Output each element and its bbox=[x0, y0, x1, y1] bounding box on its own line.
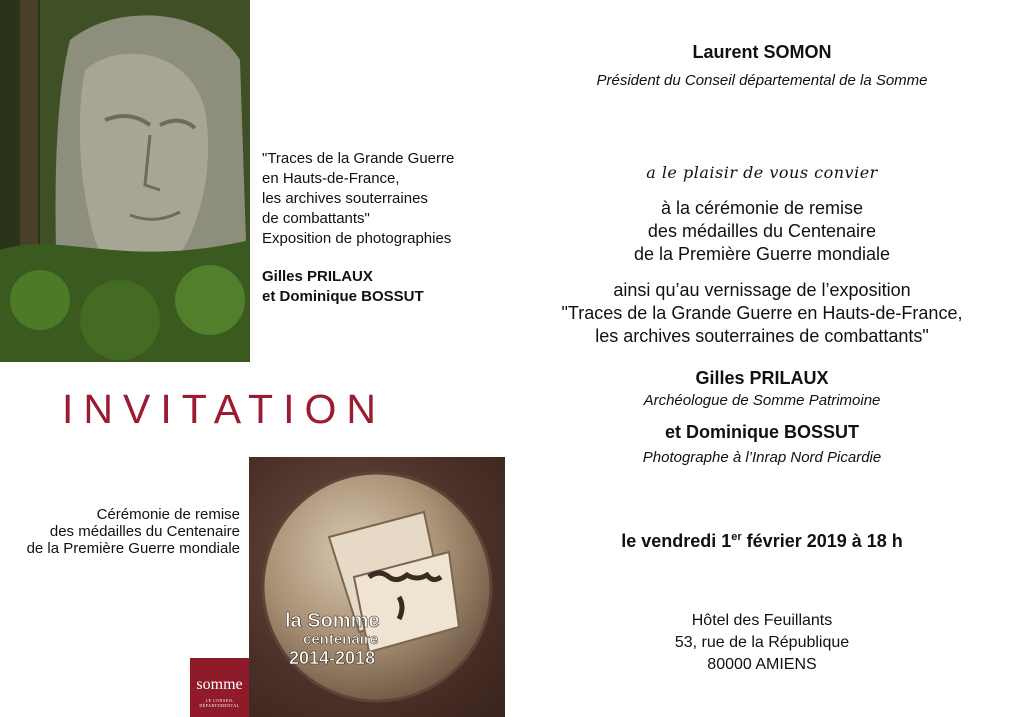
somme-logo bbox=[190, 658, 249, 717]
ceremony-text-right bbox=[502, 197, 1022, 266]
ceremony-line: des médailles du Centenaire bbox=[647, 221, 877, 241]
medal-text-line3: 2014-2018 bbox=[289, 648, 376, 668]
ceremony-line: de la Première Guerre mondiale bbox=[633, 244, 891, 264]
ceremony-line: à la cérémonie de remise bbox=[660, 198, 864, 218]
speaker2-name: et Dominique BOSSUT bbox=[664, 422, 859, 442]
caption-author: Gilles PRILAUX bbox=[262, 268, 373, 285]
logo-word: somme bbox=[196, 676, 243, 693]
medal-text-line1: la Somme bbox=[285, 610, 380, 632]
event-date bbox=[502, 531, 1022, 552]
ceremony-line: de la Première Guerre mondiale bbox=[26, 540, 240, 557]
vernissage-line: ainsi qu’au vernissage de l’exposition bbox=[613, 280, 911, 300]
date-superscript: er bbox=[731, 531, 742, 543]
caption-author: et Dominique BOSSUT bbox=[262, 288, 424, 305]
address-line: Hôtel des Feuillants bbox=[691, 612, 833, 629]
president-title: Président du Conseil départemental de la Somme bbox=[596, 72, 928, 89]
speaker1-name: Gilles PRILAUX bbox=[695, 368, 829, 388]
date-suffix: février 2019 à 18 h bbox=[741, 531, 903, 551]
medal-text-line2: centenaire bbox=[303, 631, 379, 648]
caption-line: de combattants" bbox=[262, 210, 370, 227]
speaker2-role: Photographe à l’Inrap Nord Picardie bbox=[642, 449, 882, 466]
ceremony-line: des médailles du Centenaire bbox=[49, 523, 240, 540]
logo-subtext: LE CONSEIL DÉPARTEMENTAL bbox=[199, 698, 240, 708]
address-line: 53, rue de la République bbox=[674, 634, 850, 651]
vernissage-line: "Traces de la Grande Guerre en Hauts-de-France, bbox=[561, 303, 963, 323]
date-prefix: le vendredi 1 bbox=[621, 531, 732, 551]
caption-line: les archives souterraines bbox=[262, 190, 428, 207]
address-line: 80000 AMIENS bbox=[707, 656, 817, 673]
stone-face-photo bbox=[0, 0, 250, 362]
caption-line: "Traces de la Grande Guerre bbox=[262, 150, 455, 167]
exhibition-caption bbox=[262, 149, 502, 307]
vernissage-line: les archives souterraines de combattants" bbox=[595, 326, 929, 346]
medal-photo bbox=[249, 457, 505, 717]
stone-face-illustration bbox=[0, 0, 250, 362]
vernissage-text bbox=[502, 279, 1022, 348]
ceremony-caption-left bbox=[0, 506, 240, 557]
venue-address bbox=[502, 610, 1022, 676]
plaisir-line: a le plaisir de vous convier bbox=[646, 163, 878, 182]
speaker1-role: Archéologue de Somme Patrimoine bbox=[643, 392, 881, 409]
ceremony-line: Cérémonie de remise bbox=[96, 506, 240, 523]
medal-illustration bbox=[249, 457, 505, 717]
caption-line: en Hauts-de-France, bbox=[262, 170, 400, 187]
invitation-heading: INVITATION bbox=[62, 386, 386, 432]
caption-subtitle: Exposition de photographies bbox=[262, 230, 452, 247]
president-name: Laurent SOMON bbox=[692, 42, 832, 62]
